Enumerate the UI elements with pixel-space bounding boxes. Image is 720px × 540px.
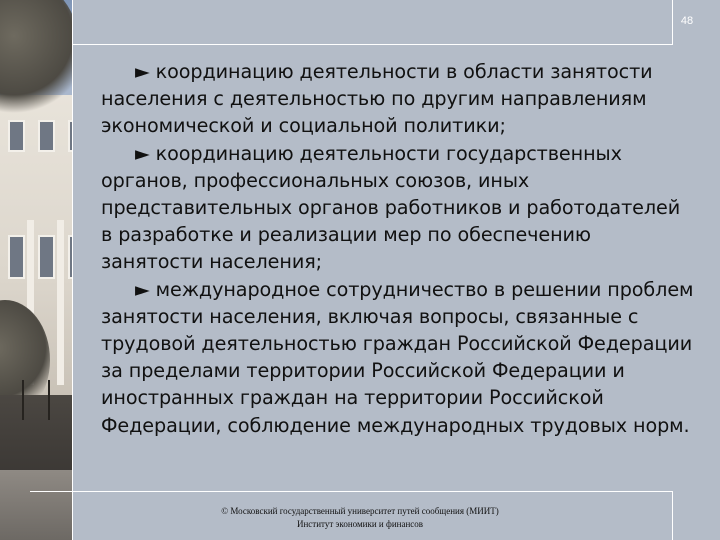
building-window bbox=[8, 120, 25, 152]
footer-divider bbox=[672, 491, 673, 540]
slide-body bbox=[101, 58, 696, 439]
body-paragraph: ► международное сотрудничество в решении проблем занятости населения, включая вопросы, связанные с трудовой деятельностью граждан Российской Федерации за пределами территории Российской Федерации и иностранных граждан на территории Российской Федерации, соблюдение международных трудовых норм. bbox=[101, 277, 694, 437]
footer-institute: Институт экономики и финансов bbox=[296, 519, 424, 529]
left-border-line bbox=[72, 0, 73, 540]
body-paragraph: ► координацию деятельности в области занятости населения с деятельностью по другим направлениям экономической и социальной политики; bbox=[101, 60, 653, 138]
page-number: 48 bbox=[680, 15, 694, 27]
body-paragraph: ► координацию деятельности государственных органов, профессиональных союзов, иных представительных органов работников и работодателей в разработке и реализации мер по обеспечению занятости населения; bbox=[101, 141, 681, 274]
building-window bbox=[8, 235, 25, 279]
bottom-rule-line bbox=[30, 491, 672, 492]
fence-post bbox=[48, 380, 50, 420]
building-column bbox=[57, 220, 64, 385]
building-window bbox=[38, 120, 55, 152]
footer bbox=[190, 505, 530, 531]
fence-post bbox=[22, 380, 24, 420]
footer-copyright: © Московский государственный университет путей сообщения (МИИТ) bbox=[221, 506, 499, 516]
top-rule-line bbox=[72, 44, 672, 45]
building-window bbox=[38, 235, 55, 279]
